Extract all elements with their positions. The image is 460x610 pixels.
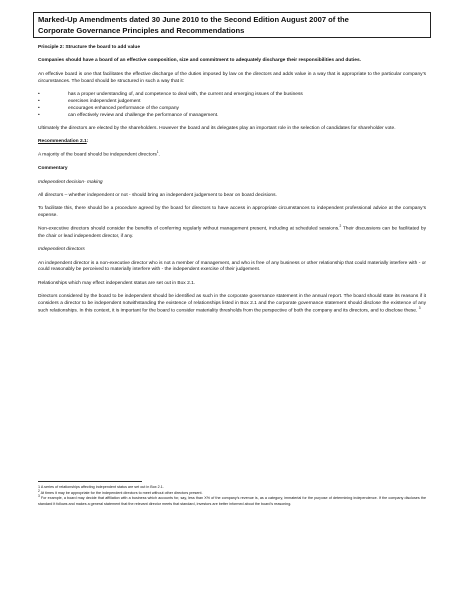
commentary-paragraph-2: To facilitate this, there should be a procedure agreed by the board for directors to have access in appropriate circumstances to independent professional advice at the company’s expense. (38, 206, 426, 219)
commentary-paragraph-6-text: Directors considered by the board to be independent should be identified as such in the corporate governance statement in the annual report. The board should state its reasons if it considers a director to be independent notwithstanding the existence of relationships listed in Box 2.1 and the corporate governance statement should disclose the existence of any such relationships. In this context, it is important for the board to consider materiality thresholds from the perspective of both the company and its directors, and to disclose these. (38, 294, 426, 314)
footnote-text: At times it may be appropriate for the independent directors to meet without other directors present. (39, 490, 203, 495)
subheading-independent-directors: Independent directors (38, 247, 85, 253)
bullet-item: • exercises independent judgement (38, 99, 426, 106)
recommendation-body: A majority of the board should be independent directors (38, 153, 157, 159)
commentary-heading: Commentary (38, 166, 68, 172)
recommendation-heading-colon: : (86, 139, 89, 145)
recommendation-text (38, 152, 426, 160)
header-title-line-1: Marked-Up Amendments dated 30 June 2010 to the Second Edition August 2007 of the (38, 15, 349, 24)
footnote-text: For example, a board may decide that affiliation with a business which accounts for, say, less than X% of the company’s revenue is, as a category, immaterial for the purpose of determining independence. If the company discloses the standard it follows and makes a general statement that the relevant director meets that standard, investors are better informed about the board’s reasoning. (38, 496, 426, 506)
header-title-line-2: Corporate Governance Principles and Recommendations (38, 25, 245, 35)
document-body (38, 45, 426, 322)
footnote-text: A series of relationships affecting independent status are set out in Box 2.1. (40, 485, 164, 489)
commentary-paragraph-3 (38, 226, 426, 240)
subheading-independent-decision-making: Independent decision- making (38, 179, 103, 185)
footnote-ref-2[interactable]: 2 (339, 224, 342, 229)
recommendation-end: . (158, 153, 160, 159)
footnote-number: 3 (38, 494, 40, 499)
footnote-3 (38, 496, 426, 507)
footnote-number: 2 (38, 488, 40, 493)
principle-heading: Principle 2: Structure the board to add value (38, 45, 141, 50)
footnote-number: 1 (38, 485, 41, 489)
commentary-paragraph-5: Relationships which may effect independent status are set out in Box 2.1. (38, 280, 196, 286)
commentary-paragraph-1: All directors – whether independent or not - should bring an independent judgement to bear on board decisions. (38, 192, 277, 198)
footnotes-section (38, 485, 426, 507)
principle-intro: An effective board is one that facilitates the effective discharge of the duties imposed by law on the directors and adds value in a way that is appropriate to the particular company’s circumstances. The board should be structured in such a way that it: (38, 71, 426, 84)
commentary-paragraph-3-b: Their discussions can be facilitated by the chair or lead independent director, if any. (38, 227, 426, 239)
bullet-item: • encourages enhanced performance of the company (38, 106, 426, 113)
document-header-box (33, 12, 431, 38)
principle-closing: Ultimately the directors are elected by the shareholders. However the board and its delegates play an important role in the selection of candidates for shareholder vote. (38, 125, 396, 131)
footnote-ref-3[interactable]: 3 (418, 305, 421, 310)
footnote-ref-1[interactable]: 1 (156, 150, 159, 155)
footnote-divider (38, 481, 142, 482)
commentary-paragraph-3-a: Non-executive directors should consider the benefits of conferring regularly without management present, including at scheduled sessions. (38, 227, 340, 233)
commentary-paragraph-6 (38, 294, 426, 315)
principle-bullet-list (38, 92, 426, 120)
bullet-item: • has a proper understanding of, and competence to deal with, the current and emerging issues of the business (38, 92, 426, 99)
principle-statement: Companies should have a board of an effective composition, size and commitment to adequately discharge their responsibilities and duties. (38, 58, 361, 64)
bullet-item: • can effectively review and challenge the performance of management. (38, 113, 426, 120)
commentary-paragraph-4: An independent director is a non-executive director who is not a member of management, and who is free of any business or other relationship that could materially interfere with - or could reasonably be perceived to materially interfere with - the independent exercise of their judgement. (38, 260, 426, 273)
recommendation-heading-text: Recommendation 2.1 (38, 139, 87, 145)
recommendation-heading (38, 139, 426, 146)
